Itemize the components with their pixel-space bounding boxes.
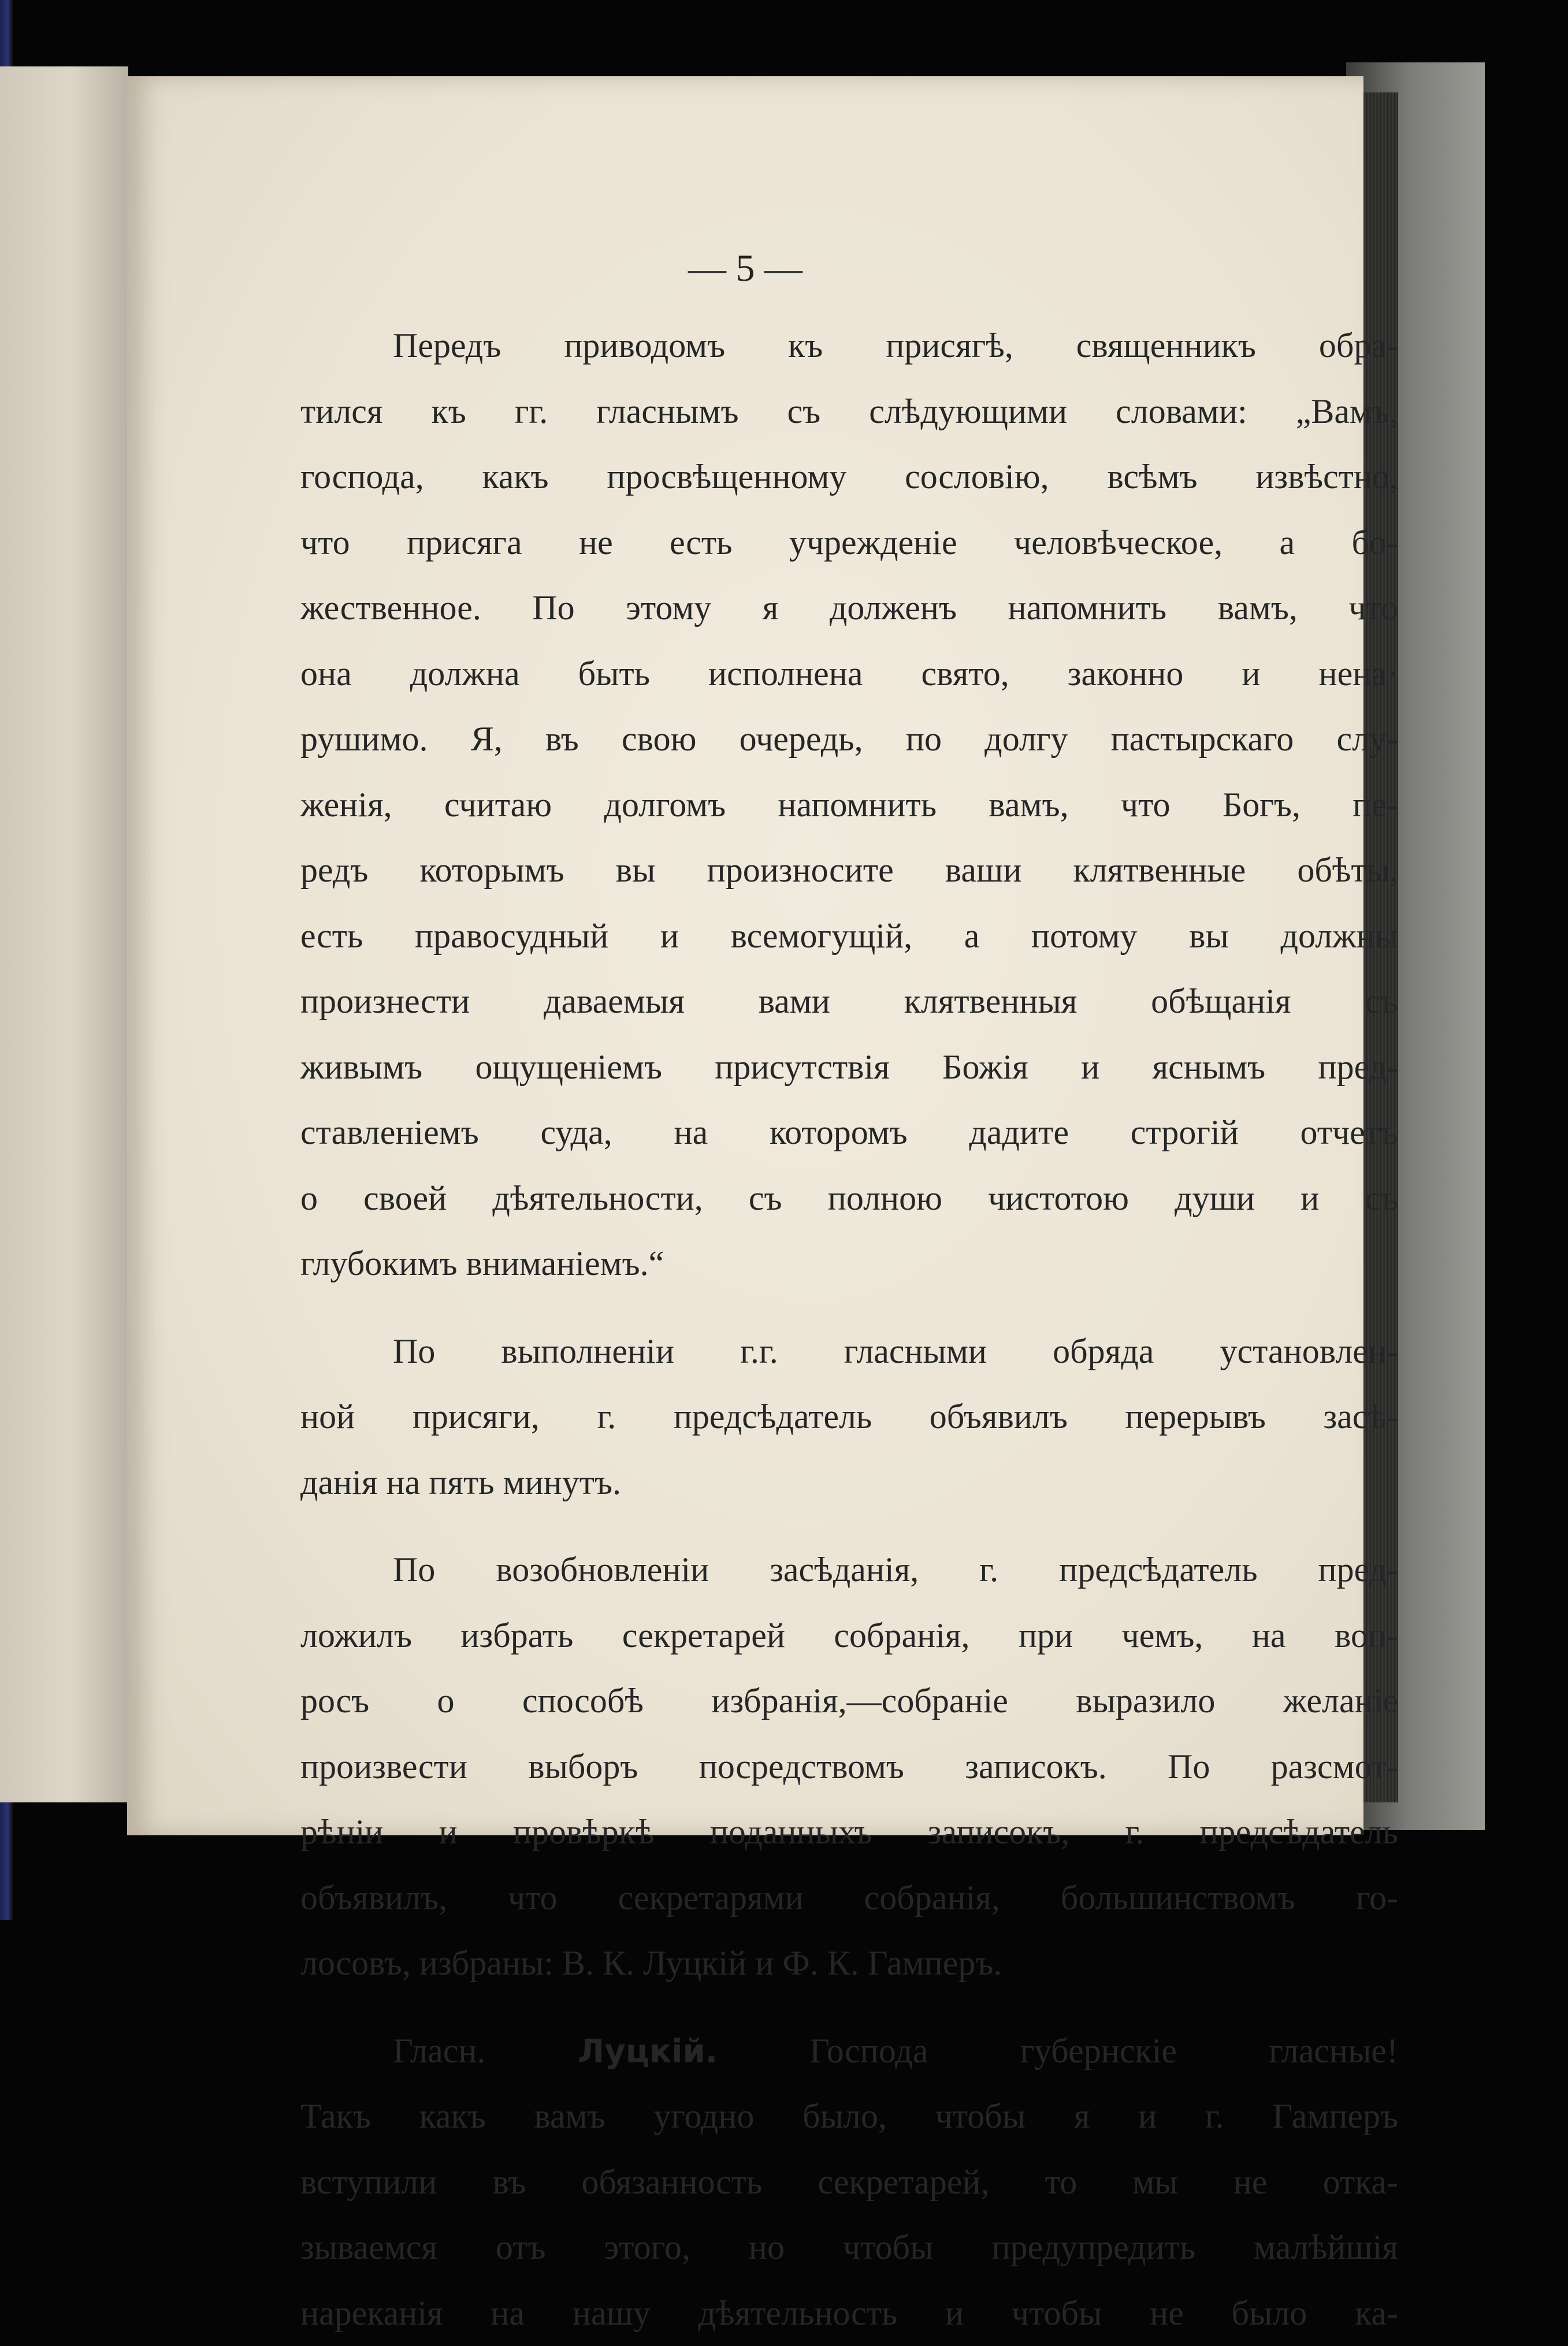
page-number: — 5 — (127, 247, 1363, 291)
text-line: нареканія на нашу дѣятельность и чтобы не было ка- (300, 2281, 1398, 2346)
text-line: объявилъ, что секретарями собранія, большинствомъ го- (300, 1865, 1398, 1931)
text-line: вступили въ обязанность секретарей, то мы не отка- (300, 2150, 1398, 2215)
text-line: тился къ гг. гласнымъ съ слѣдующими словами: „Вамъ, (300, 379, 1398, 445)
text-line: редъ которымъ вы произносите ваши клятвенные обѣты, (300, 838, 1398, 904)
text-line: о своей дѣятельности, съ полною чистотою души и съ (300, 1166, 1398, 1232)
text-line: Такъ какъ вамъ угодно было, чтобы я и г. Гамперъ (300, 2084, 1398, 2150)
text-line: глубокимъ вниманіемъ.“ (300, 1231, 1398, 1297)
speaker-line (300, 2018, 1398, 2084)
text-line: данія на пять минутъ. (300, 1450, 1398, 1516)
speaker-name: Луцкій. (578, 2033, 718, 2070)
text-line: ной присяги, г. предсѣдатель объявилъ перерывъ засѣ- (300, 1384, 1398, 1450)
speech-text: Господа губернскіе гласные! (809, 2032, 1398, 2070)
text-line: живымъ ощущеніемъ присутствія Божія и яснымъ пред- (300, 1035, 1398, 1100)
book-page (127, 76, 1363, 1835)
text-line: лосовъ, избраны: В. К. Луцкій и Ф. К. Гамперъ. (300, 1931, 1398, 1996)
text-line: ставленіемъ суда, на которомъ дадите строгій отчетъ (300, 1100, 1398, 1166)
text-line: По выполненіи г.г. гласными обряда установлен- (300, 1319, 1398, 1385)
text-line: Передъ приводомъ къ присягѣ, священникъ обра- (300, 313, 1398, 379)
left-page (0, 66, 128, 1802)
text-line: есть правосудный и всемогущій, а потому вы должны (300, 904, 1398, 969)
speaker-prefix: Гласн. (393, 2032, 486, 2070)
text-line: По возобновленіи засѣданія, г. предсѣдатель пред- (300, 1537, 1398, 1603)
text-line: она должна быть исполнена свято, законно и нена· (300, 641, 1398, 707)
text-line: зываемся отъ этого, но чтобы предупредить малѣйшія (300, 2215, 1398, 2281)
text-line: ложилъ избрать секретарей собранія, при чемъ, на воп- (300, 1603, 1398, 1669)
text-line: что присяга не есть учрежденіе человѣческое, а бо- (300, 510, 1398, 576)
text-line: господа, какъ просвѣщенному сословію, всѣмъ извѣстно, (300, 444, 1398, 510)
text-line: произвести выборъ посредствомъ записокъ. По разсмот- (300, 1734, 1398, 1800)
body-text (300, 313, 1398, 2346)
text-line: произнести даваемыя вами клятвенныя обѣщанія съ (300, 969, 1398, 1035)
text-line: женія, считаю долгомъ напомнить вамъ, что Богъ, пе- (300, 772, 1398, 838)
text-line: жественное. По этому я долженъ напомнить вамъ, что (300, 575, 1398, 641)
text-line: росъ о способѣ избранія,—собраніе выразило желаніе (300, 1668, 1398, 1734)
text-line: рушимо. Я, въ свою очередь, по долгу пастырскаго слу- (300, 707, 1398, 772)
text-line: рѣніи и провѣркѣ поданныхъ записокъ, г. предсѣдатель (300, 1800, 1398, 1865)
